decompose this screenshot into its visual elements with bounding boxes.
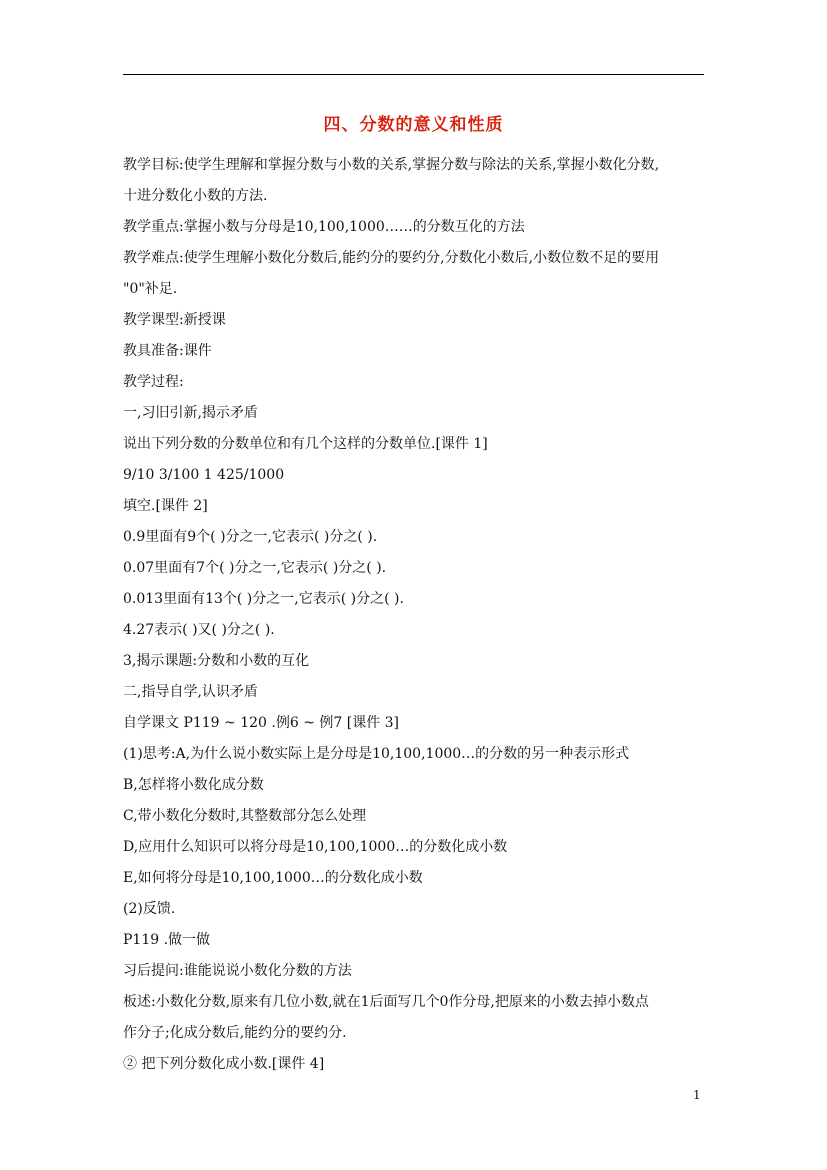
text-line: B,怎样将小数化成分数 (123, 777, 264, 793)
text-line: 板述:小数化分数,原来有几位小数,就在1后面写几个0作分母,把原来的小数去掉小数点 (123, 994, 649, 1010)
text-line: 教学目标:使学生理解和掌握分数与小数的关系,掌握分数与除法的关系,掌握小数化分数, (123, 157, 660, 173)
text-line: 0.9里面有9个( )分之一,它表示( )分之( ). (123, 529, 378, 545)
text-line: ② 把下列分数化成小数.[课件 4] (123, 1056, 325, 1072)
text-line: 0.013里面有13个( )分之一,它表示( )分之( ). (123, 591, 404, 607)
text-line: 教学课型:新授课 (123, 312, 226, 328)
text-line: D,应用什么知识可以将分母是10,100,1000…的分数化成小数 (123, 839, 508, 855)
text-line: P119 .做一做 (123, 932, 211, 948)
text-line: 9/10 3/100 1 425/1000 (123, 467, 285, 483)
header-rule (123, 74, 704, 75)
text-line: 3,揭示课题:分数和小数的互化 (123, 653, 310, 669)
document-body (123, 150, 708, 1080)
text-line: 教学过程: (123, 374, 184, 390)
text-line: (1)思考:A,为什么说小数实际上是分母是10,100,1000…的分数的另一种表示形式 (123, 746, 630, 762)
text-line: 说出下列分数的分数单位和有几个这样的分数单位.[课件 1] (123, 436, 488, 452)
text-line: 4.27表示( )又( )分之( ). (123, 622, 275, 638)
text-line: 教学难点:使学生理解小数化分数后,能约分的要约分,分数化小数后,小数位数不足的要用 (123, 250, 660, 266)
section-heading: 二,指导自学,认识矛盾 (123, 684, 258, 700)
text-line: 作分子;化成分数后,能约分的要约分. (123, 1025, 347, 1041)
text-line: (2)反馈. (123, 901, 176, 917)
text-line: 自学课文 P119 ~ 120 .例6 ~ 例7 [课件 3] (123, 715, 400, 731)
text-line: E,如何将分母是10,100,1000…的分数化成小数 (123, 870, 423, 886)
text-line: 教学重点:掌握小数与分母是10,100,1000……的分数互化的方法 (123, 219, 525, 235)
page-number: 1 (693, 1088, 701, 1102)
page-title: 四、分数的意义和性质 (323, 115, 504, 135)
text-line: 教具准备:课件 (123, 343, 212, 359)
text-line: 习后提问:谁能说说小数化分数的方法 (123, 963, 352, 979)
text-line: 0.07里面有7个( )分之一,它表示( )分之( ). (123, 560, 387, 576)
text-line: 填空.[课件 2] (123, 498, 208, 514)
text-line: 十进分数化小数的方法. (123, 188, 268, 204)
text-line: "0"补足. (123, 281, 178, 297)
section-heading: 一,习旧引新,揭示矛盾 (123, 405, 258, 421)
text-line: C,带小数化分数时,其整数部分怎么处理 (123, 808, 367, 824)
